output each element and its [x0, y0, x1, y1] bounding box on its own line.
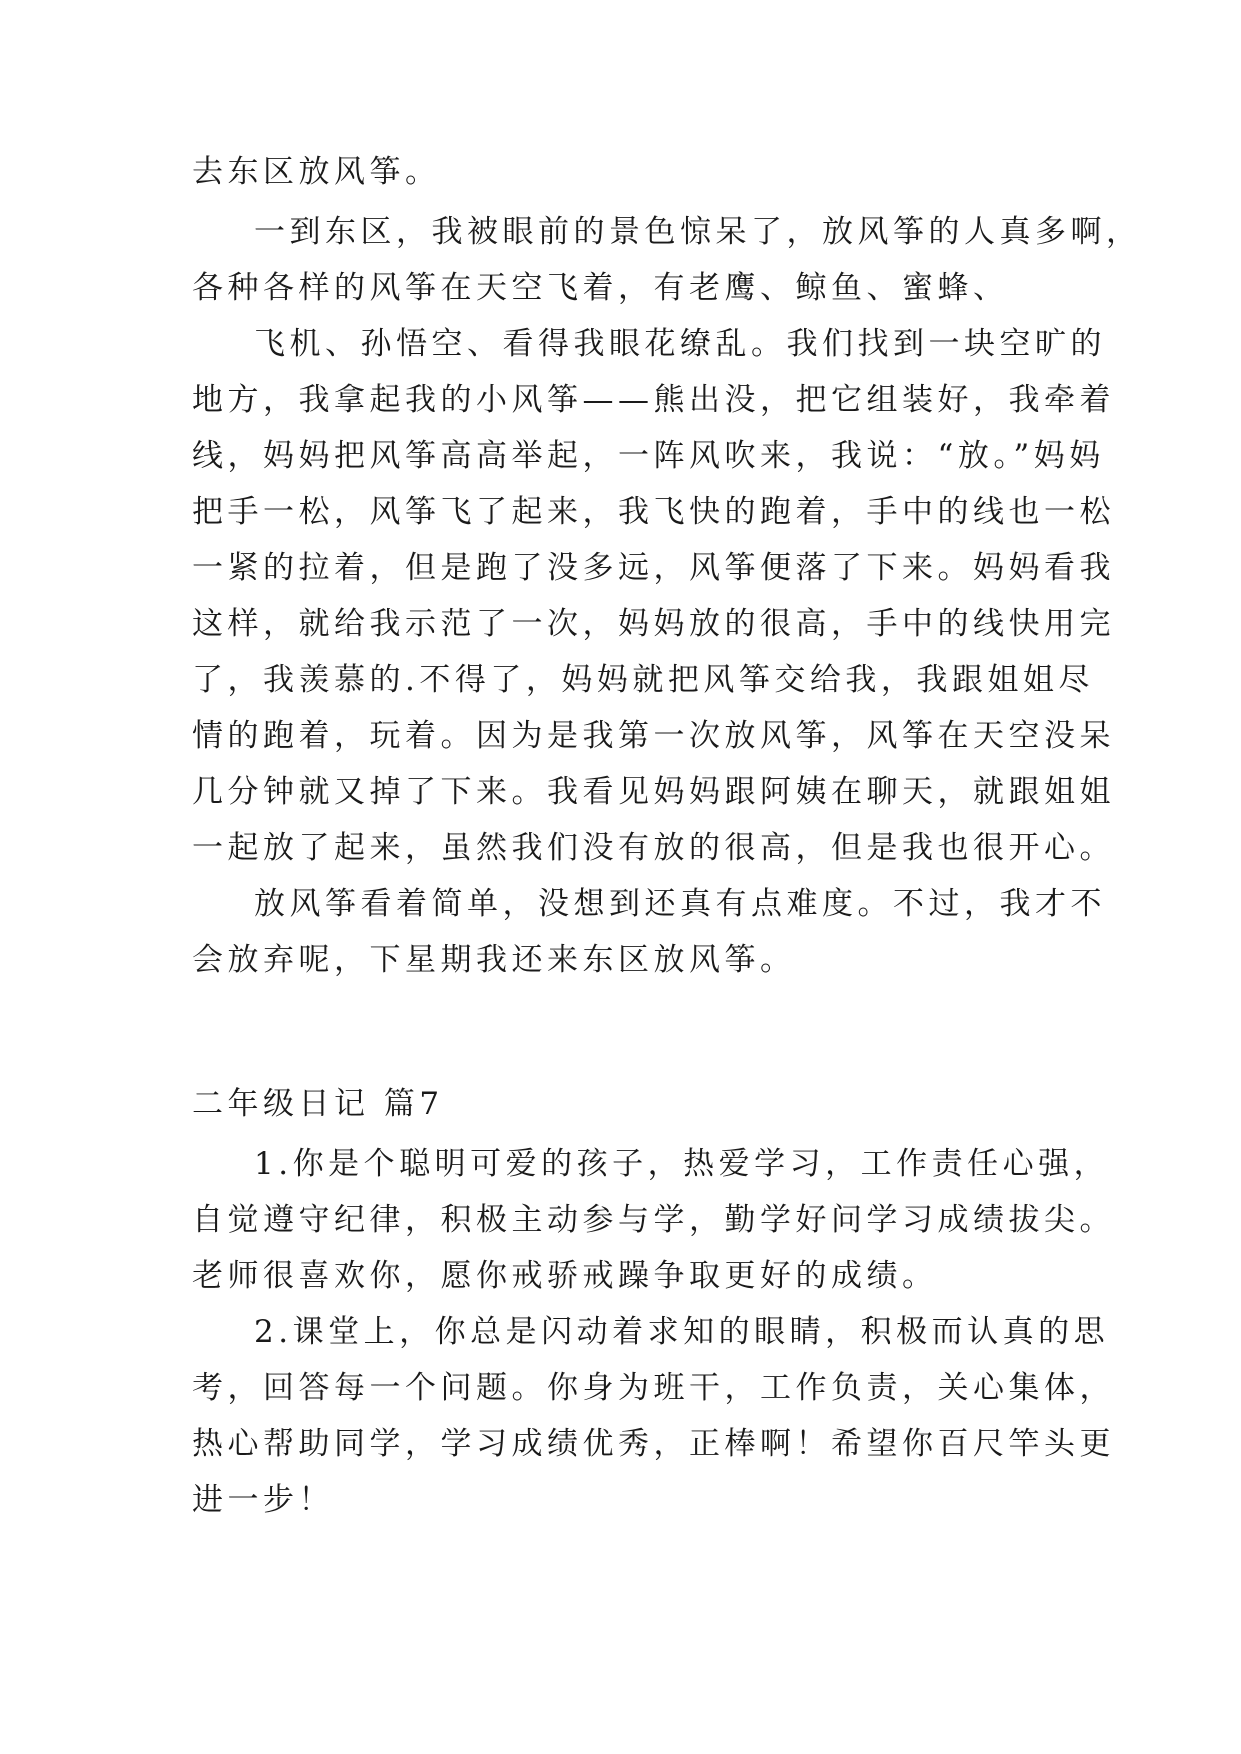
text-line: 去东区放风筝。 [192, 154, 441, 190]
text-line: 把手一松，风筝飞了起来，我飞快的跑着，手中的线也一松 [192, 494, 1115, 530]
text-line: 考，回答每一个问题。你身为班干，工作负责，关心集体， [192, 1370, 1115, 1406]
text-line: 2.课堂上，你总是闪动着求知的眼睛，积极而认真的思 [254, 1314, 1110, 1350]
text-line: 放风筝看着简单，没想到还真有点难度。不过，我才不 [254, 886, 1106, 922]
text-line: 一到东区，我被眼前的景色惊呆了，放风筝的人真多啊， [254, 214, 1142, 250]
text-line: 这样，就给我示范了一次，妈妈放的很高，手中的线快用完 [192, 606, 1115, 642]
text-line: 了，我羡慕的.不得了，妈妈就把风筝交给我，我跟姐姐尽 [192, 662, 1094, 698]
text-line: 进一步！ [192, 1482, 334, 1518]
text-line: 一起放了起来，虽然我们没有放的很高，但是我也很开心。 [192, 830, 1115, 866]
text-line: 老师很喜欢你，愿你戒骄戒躁争取更好的成绩。 [192, 1258, 938, 1294]
text-line: 各种各样的风筝在天空飞着，有老鹰、鲸鱼、蜜蜂、 [192, 270, 1009, 306]
text-line: 自觉遵守纪律，积极主动参与学，勤学好问学习成绩拔尖。 [192, 1202, 1115, 1238]
text-line: 会放弃呢，下星期我还来东区放风筝。 [192, 942, 796, 978]
text-line: 地方，我拿起我的小风筝——熊出没，把它组装好，我牵着 [192, 382, 1115, 418]
text-line: 飞机、孙悟空、看得我眼花缭乱。我们找到一块空旷的 [254, 326, 1106, 362]
text-line: 几分钟就又掉了下来。我看见妈妈跟阿姨在聊天，就跟姐姐 [192, 774, 1115, 810]
text-line: 热心帮助同学，学习成绩优秀，正棒啊！希望你百尺竿头更 [192, 1426, 1115, 1462]
text-line: 一紧的拉着，但是跑了没多远，风筝便落了下来。妈妈看我 [192, 550, 1115, 586]
section-heading: 二年级日记 篇7 [192, 1086, 444, 1122]
text-line: 情的跑着，玩着。因为是我第一次放风筝，风筝在天空没呆 [192, 718, 1115, 754]
text-line: 线，妈妈把风筝高高举起，一阵风吹来，我说：“放。”妈妈 [192, 438, 1105, 474]
text-line: 1.你是个聪明可爱的孩子，热爱学习，工作责任心强， [254, 1146, 1110, 1182]
